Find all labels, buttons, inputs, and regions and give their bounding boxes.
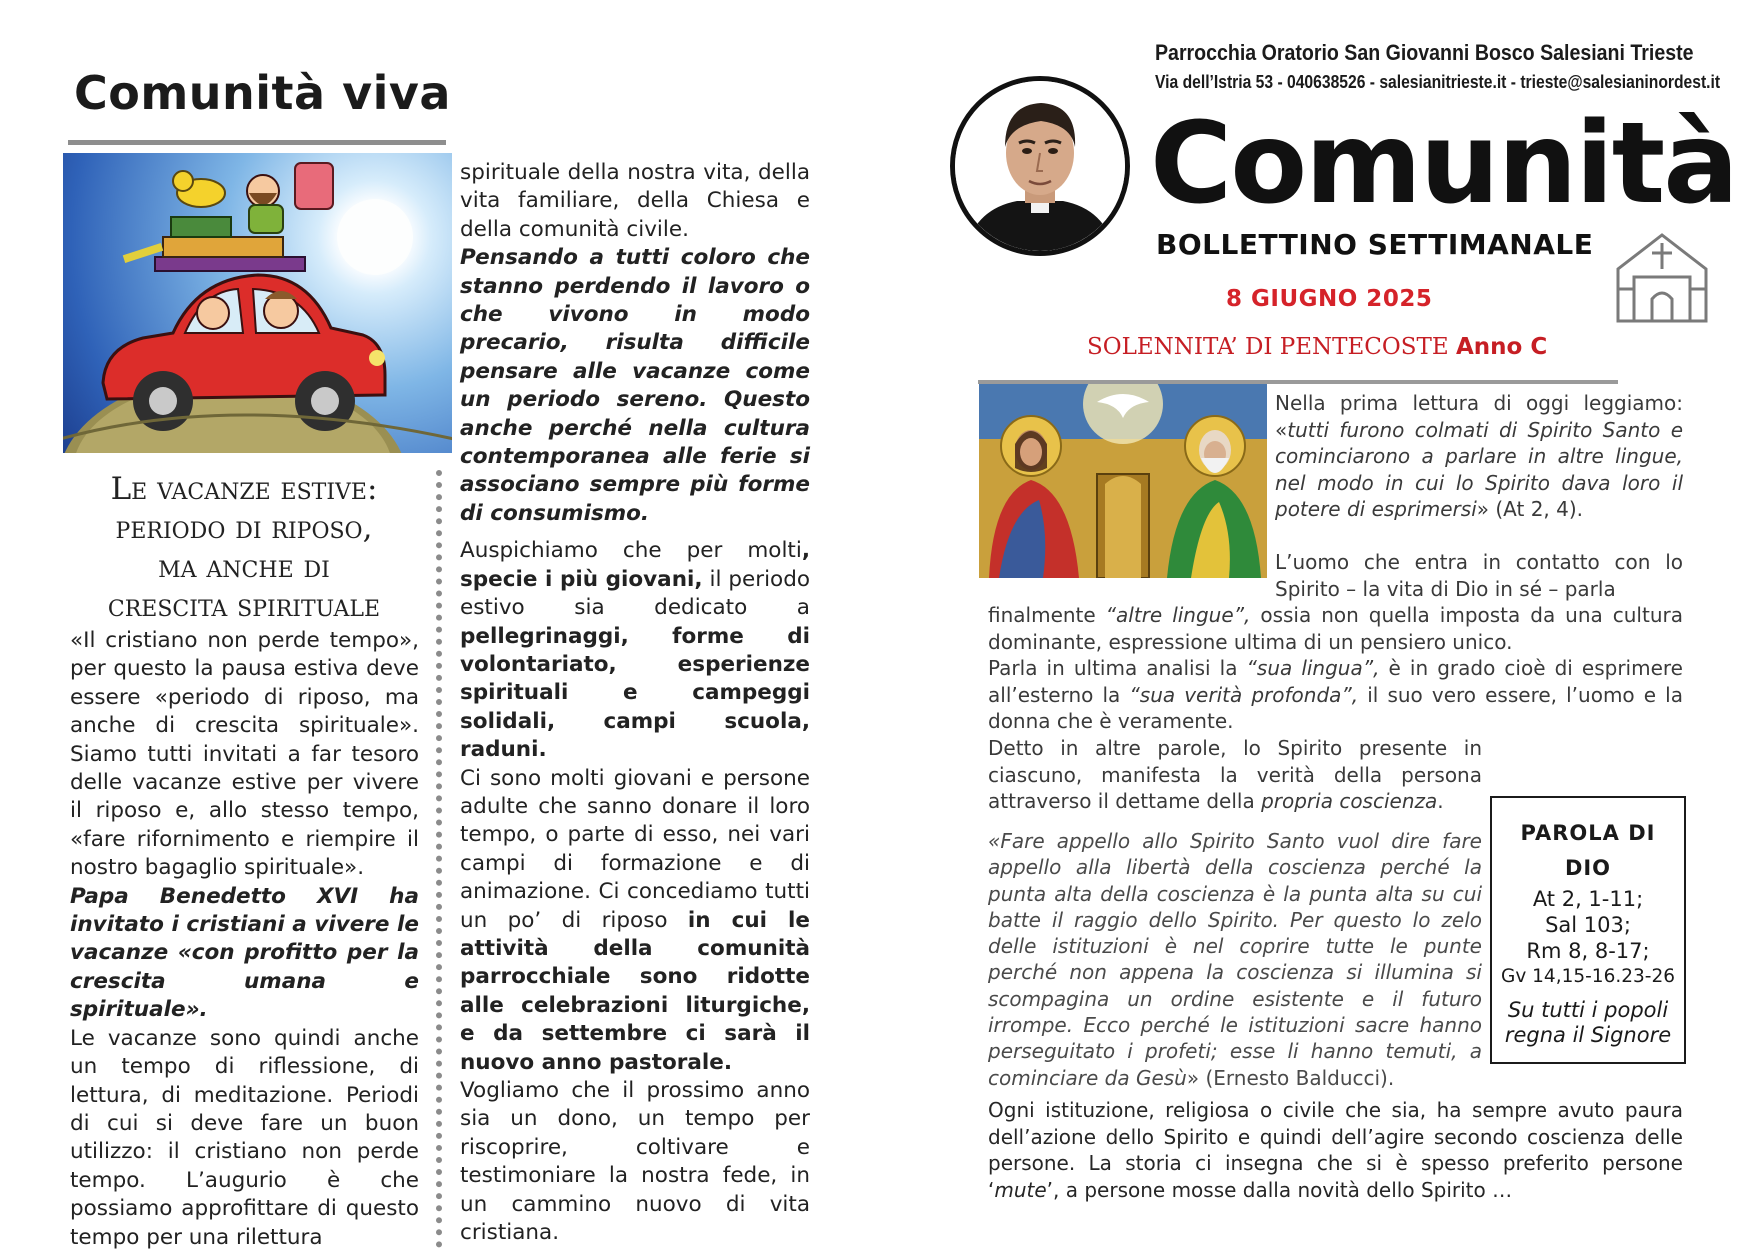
- reading-reference: Rm 8, 8-17;: [1526, 939, 1650, 963]
- article-heading-line: periodo di riposo,: [115, 510, 373, 546]
- reading-reference: Sal 103;: [1545, 913, 1631, 937]
- article-heading-line: ma anche di: [158, 549, 330, 585]
- text-run: è in grado cioè di esprimere all’esterno la: [988, 656, 1683, 707]
- paragraph: Vogliamo che il prossimo anno sia un dono, un tempo per riscoprire, coltivare e testimoniare la nostra fede, in un cammino nuovo di vita cristiana.: [460, 1078, 810, 1246]
- text-run: » (At 2, 4).: [1476, 497, 1584, 522]
- text-run: ossia non quella imposta da una cultura dominante, espressione ultima di un pensiero unico.: [988, 603, 1683, 654]
- closing-paragraph: [988, 1097, 1683, 1203]
- church-outline-icon: [1614, 229, 1710, 325]
- parish-name: Parrocchia Oratorio San Giovanni Bosco Salesiani Trieste: [1155, 40, 1694, 65]
- parish-contacts: Via dell’Istria 53 - 040638526 - salesianitrieste.it - trieste@salesianinordest.it: [1155, 72, 1721, 92]
- reading-intro: [1275, 390, 1683, 523]
- don-bosco-portrait: [950, 76, 1130, 256]
- trinity-painting: [979, 384, 1267, 578]
- title-rule: [68, 140, 446, 145]
- balducci-quote: [988, 828, 1482, 1091]
- paragraph: [988, 655, 1683, 735]
- feast-name: SOLENNITA’ DI PENTECOSTE: [1087, 334, 1449, 360]
- text-run-italic: «Fare appello allo Spirito Santo vuol dire fare appello alla libertà della coscienza perché la punta alta della coscienza è la punta alta su cui batte il raggio dello Spirito. Per questo lo zelo delle istituzioni è nel coprire tutte le punte perché non appena la coscienza si illumina si scompagina un ordine esistente e il futuro irrompe. Ecco perché le istituzioni sacre hanno perseguitato i profeti; esse li hanno temuti, a cominciare da Gesù: [988, 829, 1482, 1090]
- text-run-italic: mute: [994, 1177, 1047, 1202]
- text-run-bold: pellegrinaggi, forme di volontariato, esperienze spirituali e campeggi solidali, campi scuola, raduni.: [460, 623, 810, 763]
- text-run: .: [1437, 789, 1444, 814]
- text-run-italic: propria coscienza: [1261, 789, 1438, 814]
- word-of-god-box: [1490, 796, 1686, 1064]
- bulletin-subtitle: BOLLETTINO SETTIMANALE: [1156, 228, 1594, 261]
- text-run-bold: , specie i più giovani,: [460, 538, 810, 592]
- paragraph-emphasis: Pensando a tutti coloro che stanno perdendo il lavoro o che vivono in modo precario, risulta difficile pensare alle vacanze come un periodo sereno. Questo anche perché nella cultura contemporanea alle ferie si associano sempre più forme di consumismo.: [460, 245, 810, 526]
- article-column-2: [460, 159, 810, 1247]
- issue-date: 8 GIUGNO 2025: [1226, 286, 1433, 312]
- paragraph: [988, 602, 1683, 655]
- vacation-illustration: [63, 153, 452, 453]
- psalm-refrain: [1492, 998, 1684, 1048]
- portrait-drawing: [955, 81, 1125, 251]
- church-icon: [1614, 229, 1710, 325]
- feast-title: [1087, 334, 1547, 360]
- text-run: Auspichiamo che per molti: [460, 538, 802, 564]
- column-separator: [436, 470, 442, 1248]
- liturgical-year: Anno C: [1455, 334, 1548, 360]
- text-run: finalmente: [988, 603, 1106, 627]
- text-run-italic: “sua lingua”,: [1246, 656, 1380, 681]
- text-run-italic: “altre lingue”,: [1105, 603, 1251, 627]
- text-run: Ogni istituzione, religiosa o civile che sia, ha sempre avuto paura dell’azione dello Spirito e quindi dell’agire secondo coscienza delle persone. La storia ci insegna che si è spesso preferito persone ‘: [988, 1098, 1683, 1202]
- text-run-italic: tutti furono colmati di Spirito Santo e cominciarono a parlare in altre lingue, nel modo in cui lo Spirito dava loro il potere di esprimersi: [1275, 417, 1683, 522]
- article-heading-line: crescita spirituale: [107, 588, 381, 624]
- paragraph: «Il cristiano non perde tempo», per questo la pausa estiva deve essere «periodo di riposo, ma anche di crescita spirituale». Siamo tutti invitati a far tesoro delle vacanze estive per vivere il riposo e, allo stesso tempo, «fare rifornimento e riempire il nostro bagaglio spirituale».: [70, 628, 419, 881]
- paragraph: [988, 735, 1482, 815]
- article-heading: [64, 470, 424, 626]
- text-run-bold: in cui le attività della comunità parrocchiale sono ridotte alle celebrazioni liturgiche, e da settembre ci sarà il nuovo anno pastorale.: [460, 907, 810, 1075]
- reading-reference: At 2, 1-11;: [1532, 887, 1644, 911]
- text-run: ’, a persone mosse dalla novità dello Spirito …: [1046, 1177, 1513, 1202]
- paragraph: spirituale della nostra vita, della vita familiare, della Chiesa e della comunità civile.: [460, 160, 810, 242]
- family-car-illustration: [63, 153, 452, 453]
- text-run: Parla in ultima analisi la: [988, 656, 1247, 681]
- reading-reference: Gv 14,15-16.23-26: [1501, 966, 1675, 987]
- paragraph: L’uomo che entra in contatto con lo Spirito – la vita di Dio in sé – parla: [1275, 550, 1683, 601]
- psalm-refrain-line: Su tutti i popoli: [1507, 998, 1669, 1022]
- paragraph: [460, 537, 810, 764]
- paragraph-group: [988, 602, 1683, 815]
- text-run-italic: “sua verità profonda”,: [1129, 682, 1359, 707]
- text-run: Nella prima lettura di oggi leggiamo: «: [1275, 391, 1683, 442]
- section-title: Comunità viva: [74, 66, 451, 120]
- word-of-god-title-line: PAROLA DI: [1520, 821, 1656, 845]
- paragraph: [460, 765, 810, 1077]
- text-run: Detto in altre parole, lo Spirito presente in ciascuno, manifesta la verità della persona attraverso il dettame della: [988, 735, 1482, 814]
- text-run: Ci sono molti giovani e persone adulte che sanno donare il loro tempo, o parte di esso, nei vari campi di formazione e di animazione. Ci concediamo tutti un po’ di riposo: [460, 765, 810, 933]
- text-run: » (Ernesto Balducci).: [1186, 1065, 1395, 1090]
- word-of-god-title: [1492, 816, 1684, 886]
- trinity-painting-drawing: [979, 384, 1267, 578]
- masthead-title: Comunità: [1150, 99, 1737, 229]
- word-of-god-title-line: DIO: [1564, 856, 1612, 880]
- article-heading-line: Le vacanze estive:: [110, 471, 378, 507]
- text-run: il periodo estivo sia dedicato a: [460, 566, 810, 621]
- text-run: il suo vero essere, l’uomo e la donna che è veramente.: [988, 682, 1683, 734]
- paragraph-emphasis: Papa Benedetto XVI ha invitato i cristiani a vivere le vacanze «con profitto per la crescita umana e spirituale».: [70, 883, 419, 1023]
- psalm-refrain-line: regna il Signore: [1504, 1023, 1672, 1047]
- paragraph: Le vacanze sono quindi anche un tempo di riflessione, di lettura, di meditazione. Periodi di cui si deve fare un buon utilizzo: il cristiano non perde tempo. L’augurio è che possiamo approfittare di questo tempo per una rilettura: [70, 1025, 419, 1250]
- article-column-1: [70, 627, 419, 1252]
